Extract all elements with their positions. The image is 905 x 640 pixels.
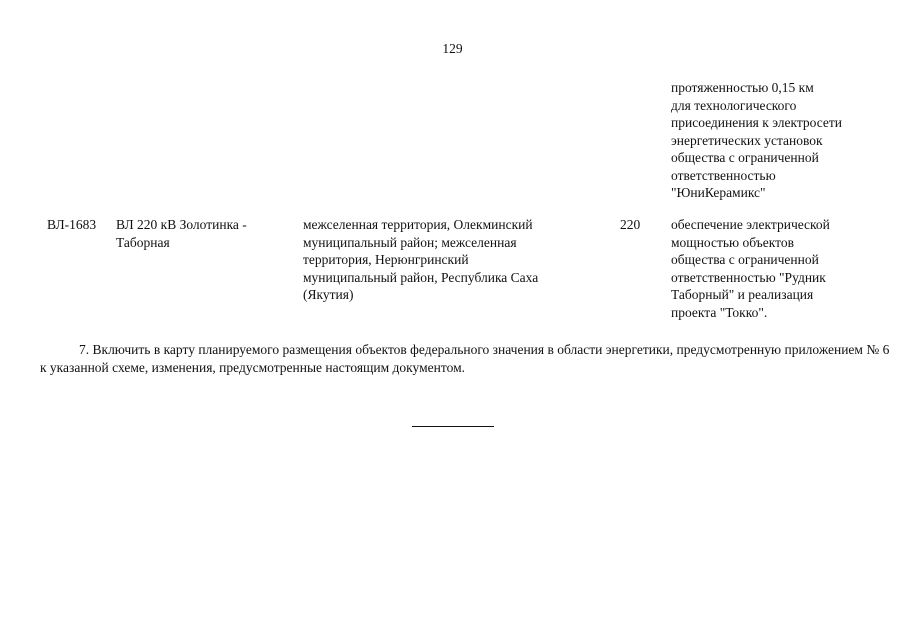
page-number: 129: [442, 41, 463, 56]
row-name: ВЛ 220 кВ Золотинка - Таборная: [116, 217, 247, 250]
row-location: межселенная территория, Олекминский муниципальный район; межселенная территория, Нерюнгринский муниципальный район, Республика Саха (Якутия): [303, 217, 539, 302]
row-voltage: 220: [620, 217, 641, 232]
row-code: ВЛ-1683: [47, 217, 97, 232]
clause-paragraph: 7. Включить в карту планируемого размещения объектов федерального значения в области энергетики, предусмотренную приложением № 6 к указанной схеме, изменения, предусмотренные настоящим документом.: [40, 342, 890, 375]
row-purpose: обеспечение электрической мощностью объектов общества с ограниченной ответственностью "Рудник Таборный" и реализация проекта "Токко".: [671, 217, 830, 320]
end-rule: [412, 426, 494, 427]
continued-row-purpose: протяженностью 0,15 км для технологического присоединения к электросети энергетических установок общества с ограниченной ответственностью "ЮниКерамикс": [671, 80, 843, 200]
